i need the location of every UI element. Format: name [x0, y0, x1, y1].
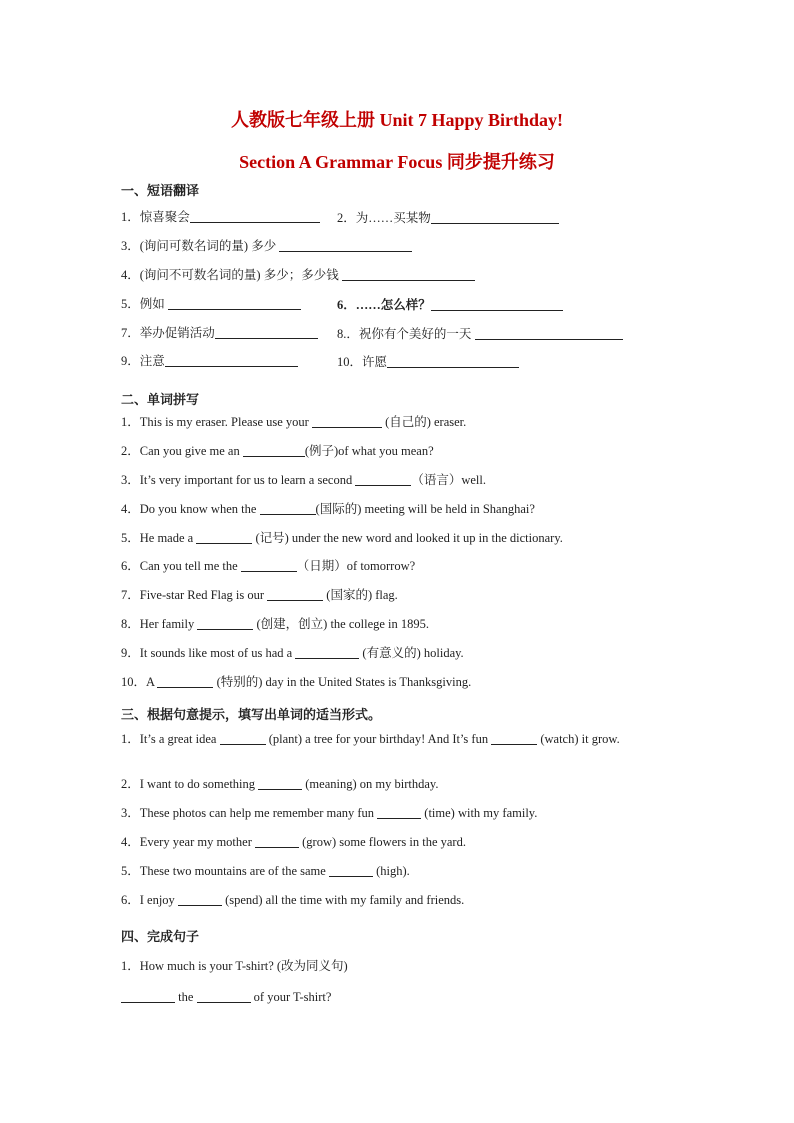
- part4-item-1-answer: the of your T-shirt?: [121, 988, 331, 1006]
- part2-item-8: 8．Her family (创建，创立) the college in 1895.: [121, 617, 430, 631]
- part2-item-5: 5．He made a (记号) under the new word and looked it up in the dictionary.: [121, 531, 563, 545]
- part1-row-6b: 10．许愿: [337, 352, 519, 370]
- part3-item-6: 6．I enjoy (spend) all the time with my family and friends.: [121, 893, 465, 907]
- answer-blank[interactable]: [196, 530, 252, 544]
- part1-row-5: 7．举办促销活动: [121, 324, 318, 342]
- part4-item-1: 1．How much is your T-shirt? (改为同义句): [121, 959, 348, 973]
- answer-blank[interactable]: [329, 863, 373, 877]
- part3-heading: 三、根据句意提示，填写出单词的适当形式。: [121, 707, 382, 722]
- part1-row-1: 1．惊喜聚会: [121, 208, 320, 226]
- answer-blank[interactable]: [377, 805, 421, 819]
- part1-row-4b: 6．……怎么样？: [337, 295, 563, 313]
- part1-row-3: 4．(询问不可数名词的量) 多少；多少钱: [121, 266, 475, 284]
- part3-item-5: 5．These two mountains are of the same (high).: [121, 864, 410, 878]
- answer-blank[interactable]: [491, 731, 537, 745]
- answer-blank[interactable]: [431, 297, 563, 311]
- part2-item-9: 9．It sounds like most of us had a (有意义的) holiday.: [121, 646, 464, 660]
- answer-blank[interactable]: [197, 989, 251, 1003]
- answer-blank[interactable]: [121, 989, 175, 1003]
- part1-row-1b: 2．为……买某物: [337, 208, 559, 226]
- answer-blank[interactable]: [178, 892, 222, 906]
- answer-blank[interactable]: [267, 587, 323, 601]
- part2-item-4: 4．Do you know when the (国际的) meeting will be held in Shanghai?: [121, 502, 535, 516]
- answer-blank[interactable]: [241, 558, 297, 572]
- answer-blank[interactable]: [168, 296, 301, 310]
- part2-heading: 二、单词拼写: [121, 392, 200, 407]
- answer-blank[interactable]: [190, 209, 320, 223]
- title-line-2: Section A Grammar Focus 同步提升练习: [239, 152, 555, 172]
- part2-item-1: 1．This is my eraser. Please use your (自己的) eraser.: [121, 415, 467, 429]
- part3-item-3: 3．These photos can help me remember many fun (time) with my family.: [121, 806, 538, 820]
- part2-item-7: 7．Five-star Red Flag is our (国家的) flag.: [121, 588, 398, 602]
- answer-blank[interactable]: [475, 326, 623, 340]
- answer-blank[interactable]: [431, 210, 559, 224]
- answer-blank[interactable]: [215, 325, 318, 339]
- answer-blank[interactable]: [165, 353, 298, 367]
- part2-item-2: 2．Can you give me an (例子)of what you mean?: [121, 444, 434, 458]
- answer-blank[interactable]: [279, 238, 412, 252]
- answer-blank[interactable]: [258, 776, 302, 790]
- part2-item-10: 10．A (特别的) day in the United States is Thanksgiving.: [121, 675, 472, 689]
- answer-blank[interactable]: [342, 267, 475, 281]
- title-line-1: 人教版七年级上册 Unit 7 Happy Birthday!: [230, 110, 564, 130]
- answer-blank[interactable]: [312, 414, 382, 428]
- part1-heading: 一、短语翻译: [121, 183, 200, 198]
- part1-row-2: 3．(询问可数名词的量) 多少: [121, 237, 412, 255]
- answer-blank[interactable]: [260, 501, 316, 515]
- answer-blank[interactable]: [355, 472, 411, 486]
- answer-blank[interactable]: [197, 616, 253, 630]
- answer-blank[interactable]: [295, 645, 359, 659]
- part4-heading: 四、完成句子: [121, 929, 200, 944]
- answer-blank[interactable]: [255, 834, 299, 848]
- part1-row-6: 9．注意: [121, 352, 298, 370]
- part2-item-6: 6．Can you tell me the （日期）of tomorrow?: [121, 559, 416, 573]
- answer-blank[interactable]: [220, 731, 266, 745]
- part1-row-4: 5．例如: [121, 295, 301, 313]
- part3-item-1: 1．It’s a great idea (plant) a tree for your birthday! And It’s fun (watch) it grow.: [121, 732, 620, 746]
- answer-blank[interactable]: [243, 443, 305, 457]
- answer-blank[interactable]: [387, 354, 519, 368]
- answer-blank[interactable]: [157, 674, 213, 688]
- part2-item-3: 3．It’s very important for us to learn a second （语言）well.: [121, 473, 486, 487]
- part3-item-4: 4．Every year my mother (grow) some flowers in the yard.: [121, 835, 466, 849]
- part1-row-5b: 8.．祝你有个美好的一天: [337, 324, 623, 342]
- part3-item-2: 2．I want to do something (meaning) on my birthday.: [121, 777, 439, 791]
